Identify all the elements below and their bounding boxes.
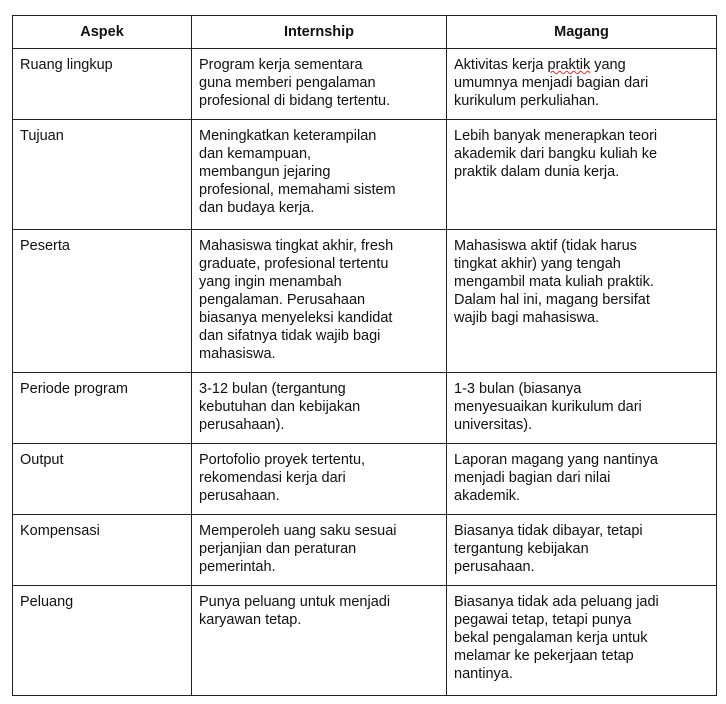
header-internship: Internship [192,16,447,49]
cell-internship: 3-12 bulan (tergantung kebutuhan dan kebijakan perusahaan). [192,373,447,444]
cell-magang: Biasanya tidak dibayar, tetapi tergantung kebijakan perusahaan. [447,515,717,586]
cell-aspek: Output [13,444,192,515]
table-row [13,515,717,586]
cell-magang: Lebih banyak menerapkan teori akademik dari bangku kuliah ke praktik dalam dunia kerja. [447,120,717,230]
cell-internship: Meningkatkan keterampilan dan kemampuan, membangun jejaring profesional, memahami sistem dan budaya kerja. [192,120,447,230]
cell-magang: 1-3 bulan (biasanya menyesuaikan kurikulum dari universitas). [447,373,717,444]
cell-aspek: Periode program [13,373,192,444]
cell-internship: Punya peluang untuk menjadi karyawan tetap. [192,586,447,696]
table-row [13,373,717,444]
cell-internship: Program kerja sementara guna memberi pengalaman profesional di bidang tertentu. [192,49,447,120]
header-magang: Magang [447,16,717,49]
cell-magang: Laporan magang yang nantinya menjadi bagian dari nilai akademik. [447,444,717,515]
table-row [13,49,717,120]
table-row [13,120,717,230]
cell-aspek: Ruang lingkup [13,49,192,120]
spellcheck-word[interactable]: praktik [547,57,591,73]
cell-aspek: Tujuan [13,120,192,230]
cell-magang: Aktivitas kerja praktik yang umumnya menjadi bagian dari kurikulum perkuliahan. [447,49,717,120]
header-aspek: Aspek [13,16,192,49]
cell-internship: Portofolio proyek tertentu, rekomendasi kerja dari perusahaan. [192,444,447,515]
header-row [13,16,717,49]
cell-aspek: Peluang [13,586,192,696]
cell-aspek: Kompensasi [13,515,192,586]
cell-magang: Mahasiswa aktif (tidak harus tingkat akhir) yang tengah mengambil mata kuliah praktik. Dalam hal ini, magang bersifat wajib bagi mahasiswa. [447,230,717,373]
table-row [13,586,717,696]
cell-magang: Biasanya tidak ada peluang jadi pegawai tetap, tetapi punya bekal pengalaman kerja untuk melamar ke pekerjaan tetap nantinya. [447,586,717,696]
cell-aspek: Peserta [13,230,192,373]
cell-internship: Mahasiswa tingkat akhir, fresh graduate, profesional tertentu yang ingin menambah pengalaman. Perusahaan biasanya menyeleksi kandidat dan sifatnya tidak wajib bagi mahasiswa. [192,230,447,373]
comparison-table [12,15,717,696]
table-row [13,230,717,373]
cell-internship: Memperoleh uang saku sesuai perjanjian dan peraturan pemerintah. [192,515,447,586]
table-row [13,444,717,515]
